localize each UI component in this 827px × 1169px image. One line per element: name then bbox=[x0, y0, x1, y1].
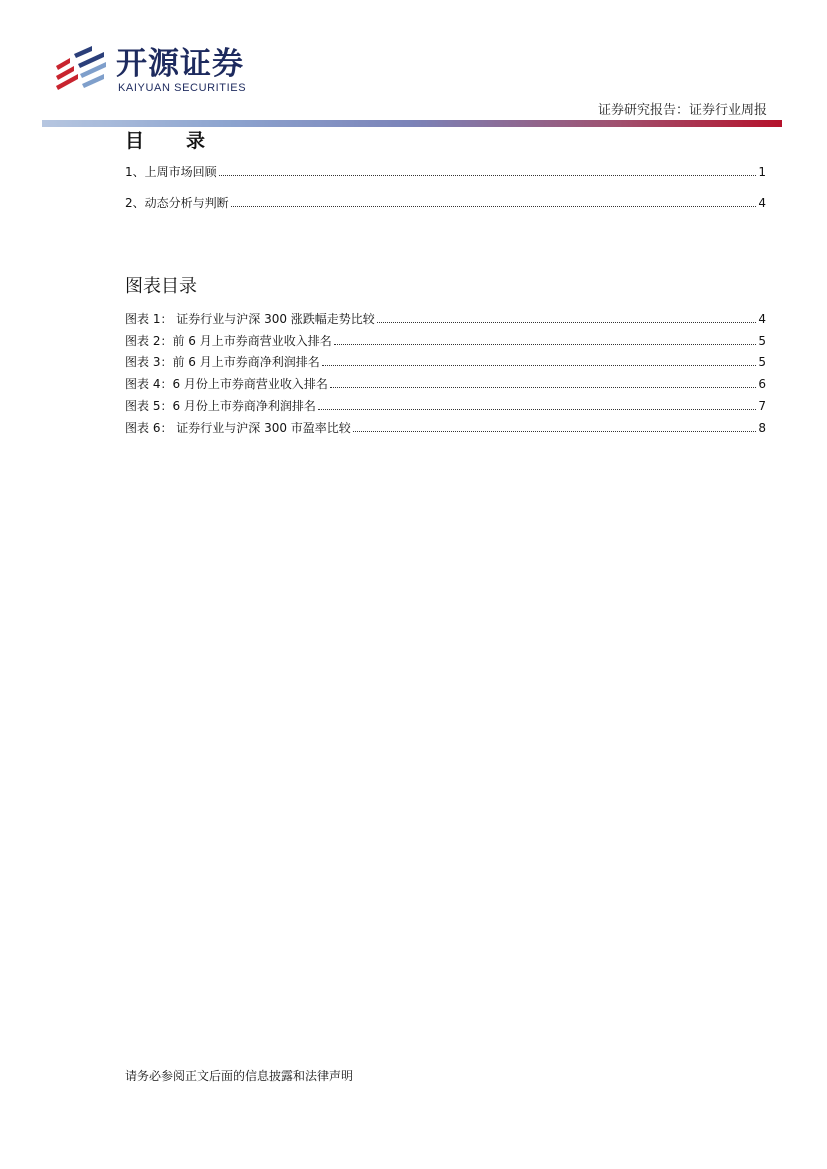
figure-entry[interactable] bbox=[125, 353, 766, 370]
dot-leader bbox=[318, 409, 756, 410]
figure-entry-label: 图表 2：前 6 月上市券商营业收入排名 bbox=[125, 334, 332, 348]
figure-entry-page: 4 bbox=[758, 312, 766, 326]
toc-entry-page: 4 bbox=[758, 196, 766, 210]
logo-chinese-name: 开源证券 bbox=[116, 46, 244, 82]
figure-list-title: 图表目录 bbox=[125, 276, 197, 297]
dot-leader bbox=[322, 365, 757, 366]
figure-entry-page: 8 bbox=[758, 421, 766, 435]
toc-entry[interactable] bbox=[125, 194, 766, 211]
toc-title-right: 录 bbox=[186, 130, 206, 152]
figure-entry-page: 5 bbox=[758, 334, 766, 348]
figure-entry-label: 图表 1： 证券行业与沪深 300 涨跌幅走势比较 bbox=[125, 312, 375, 326]
figure-entry-page: 7 bbox=[758, 399, 766, 413]
dot-leader bbox=[231, 206, 757, 207]
toc-entry-label: 2、动态分析与判断 bbox=[125, 196, 229, 210]
figure-entry-label: 图表 4：6 月份上市券商营业收入排名 bbox=[125, 377, 328, 391]
footer-disclaimer: 请务必参阅正文后面的信息披露和法律声明 bbox=[125, 1069, 354, 1083]
toc-title bbox=[125, 126, 205, 153]
report-type-label: 证券研究报告：证券行业周报 bbox=[597, 103, 767, 118]
dot-leader bbox=[377, 322, 757, 323]
figure-entry[interactable] bbox=[125, 397, 766, 414]
toc-entry-page: 1 bbox=[758, 165, 766, 179]
toc-title-left: 目 bbox=[125, 130, 145, 152]
figure-entry[interactable] bbox=[125, 332, 766, 349]
logo-english-name: KAIYUAN SECURITIES bbox=[118, 82, 247, 94]
figure-entry[interactable] bbox=[125, 310, 766, 327]
dot-leader bbox=[353, 431, 757, 432]
figure-entry-label: 图表 3：前 6 月上市券商净利润排名 bbox=[125, 355, 320, 369]
toc-entry[interactable] bbox=[125, 163, 766, 180]
kaiyuan-logo-icon bbox=[52, 44, 112, 96]
dot-leader bbox=[219, 175, 757, 176]
figure-entry-label: 图表 5：6 月份上市券商净利润排名 bbox=[125, 399, 316, 413]
dot-leader bbox=[334, 344, 757, 345]
figure-entry-label: 图表 6： 证券行业与沪深 300 市盈率比较 bbox=[125, 421, 351, 435]
figure-entry-page: 5 bbox=[758, 355, 766, 369]
company-logo bbox=[52, 44, 252, 100]
figure-entry-page: 6 bbox=[758, 377, 766, 391]
toc-entry-label: 1、上周市场回顾 bbox=[125, 165, 217, 179]
figure-entry[interactable] bbox=[125, 419, 766, 436]
dot-leader bbox=[330, 387, 756, 388]
figure-entry[interactable] bbox=[125, 375, 766, 392]
